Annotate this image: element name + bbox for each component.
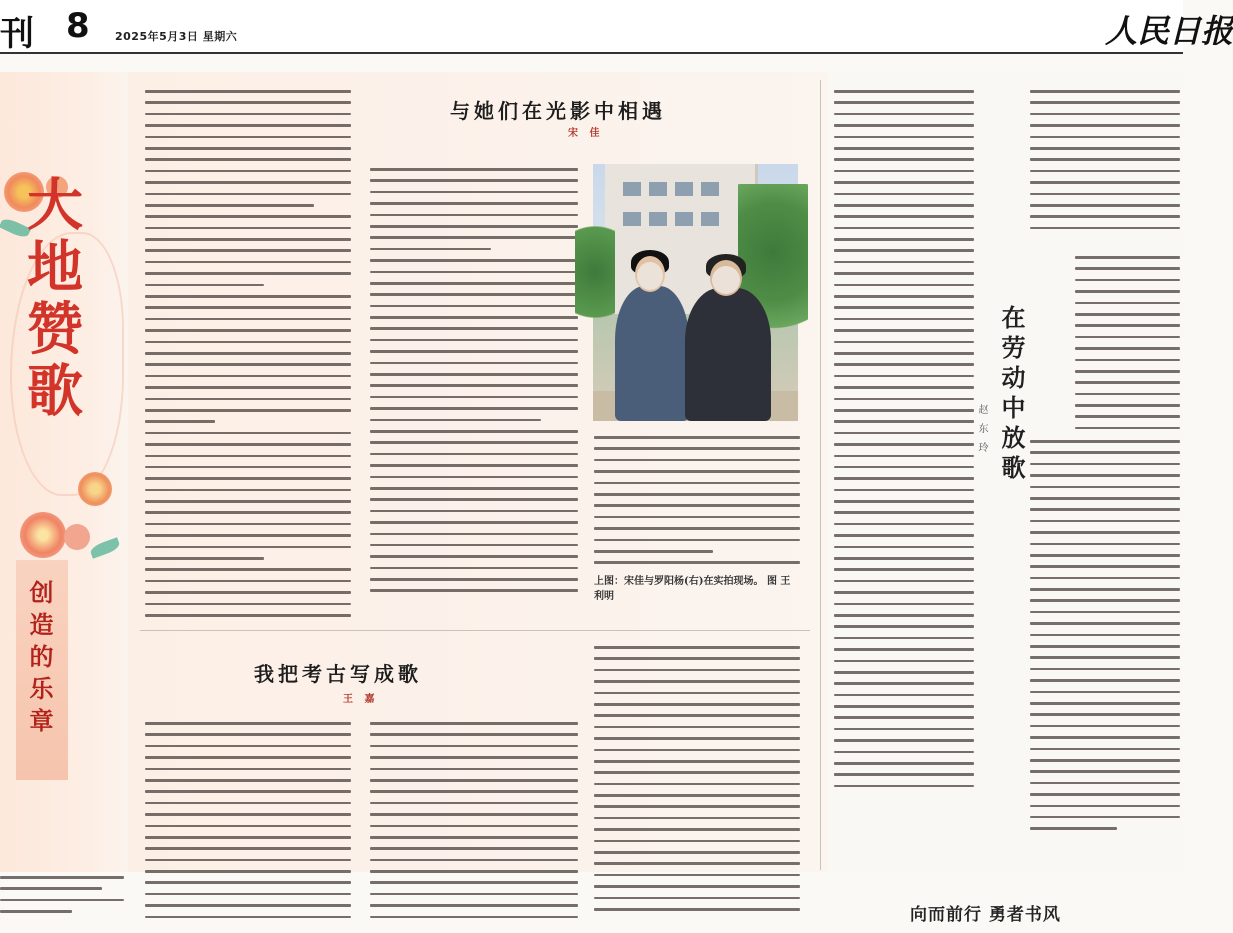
article-body-column (594, 436, 800, 573)
article-body-column (370, 722, 578, 927)
article-title-vertical: 在劳动中放歌 (997, 305, 1026, 485)
flower-icon (64, 524, 90, 550)
person-left (615, 286, 689, 421)
article-body-column (145, 90, 351, 625)
photo-caption: 上图：宋佳与罗阳杨(右)在实拍现场。 图 王利明 (594, 576, 791, 602)
article-body-column (1030, 440, 1180, 839)
section-main-title: 大地赞歌 (18, 175, 84, 423)
article-body-column (1075, 256, 1180, 438)
flower-icon (20, 512, 66, 558)
article-title: 我把考古写成歌 (254, 662, 422, 686)
article-body-column (594, 646, 800, 919)
article-author: 宋 佳 (568, 128, 604, 139)
newspaper-logo: 人民日报 (1105, 12, 1233, 50)
article-body-column (370, 168, 578, 601)
masthead (0, 0, 1233, 54)
section-char: 刊 (0, 14, 34, 54)
article-body-column (145, 722, 351, 927)
article-author: 王 嘉 (343, 694, 379, 705)
next-article-headline: 向而前行 勇者书风 (910, 905, 1061, 925)
article-photo (593, 164, 798, 421)
flower-icon (78, 472, 112, 506)
issue-date: 2025年5月3日 星期六 (115, 30, 238, 43)
leaf-icon (89, 537, 121, 559)
page-number: 8 (66, 6, 90, 46)
article-body-column (1030, 90, 1180, 238)
column-divider (820, 80, 821, 870)
article-title: 与她们在光影中相遇 (450, 99, 666, 123)
article-body-column (834, 90, 974, 796)
section-divider (140, 630, 810, 631)
section-sub-title: 创造的乐章 (25, 580, 54, 740)
article-author: 赵 东 玲 (976, 404, 987, 456)
person-right (685, 288, 771, 421)
left-note-text (0, 876, 124, 922)
